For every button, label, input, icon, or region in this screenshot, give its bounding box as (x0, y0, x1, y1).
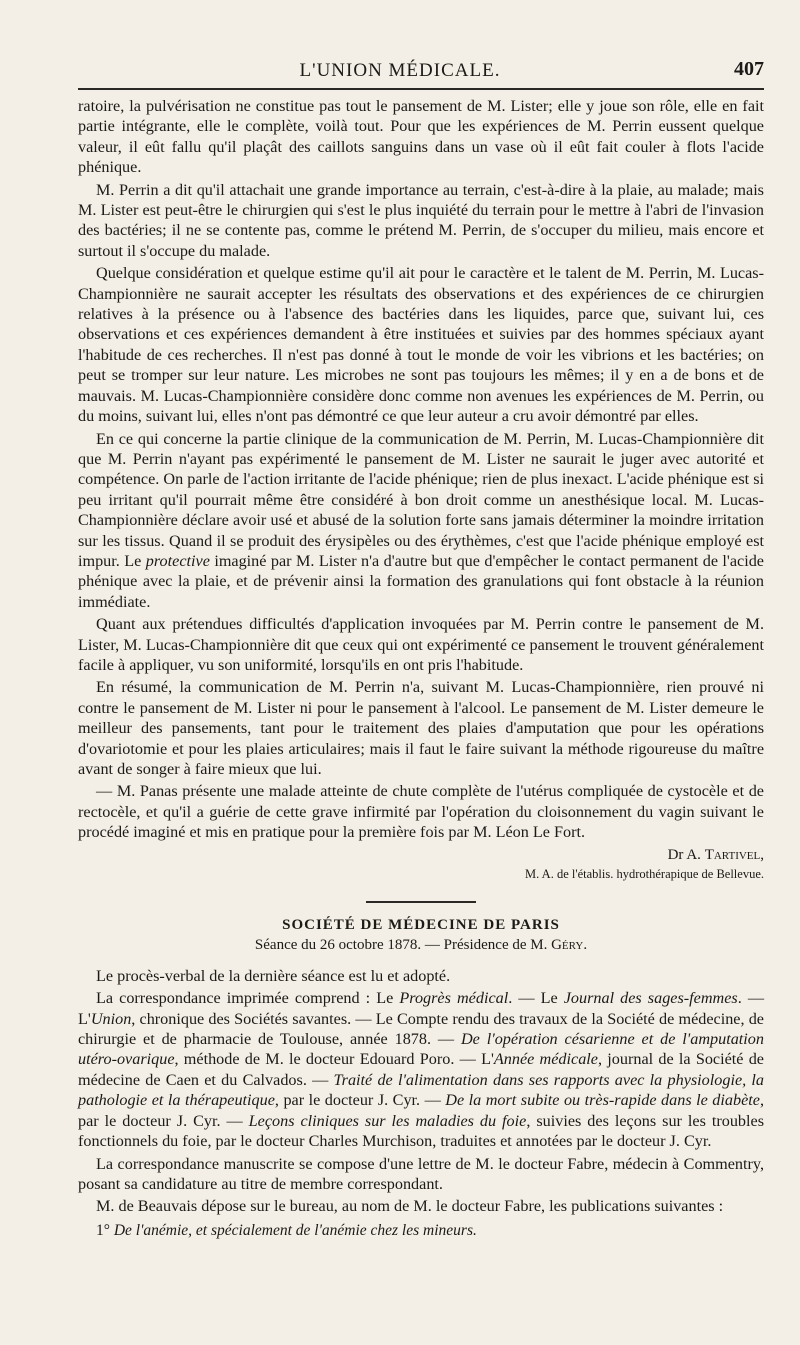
paragraph-text: , méthode de M. le docteur Edouard Poro. — L' (174, 1050, 494, 1069)
section-title: SOCIÉTÉ DE MÉDECINE DE PARIS (282, 917, 560, 934)
signature-block (78, 845, 764, 883)
header-rule (78, 88, 764, 90)
paragraph-text: , chronique des Sociétés savantes. — Le Compte rendu des travaux de la Société de médecine, de chirurgie et de pharmacie de Toulouse, année 1878. — (78, 1009, 764, 1049)
president-name: Géry (551, 937, 584, 954)
publication-title: Progrès médical (399, 989, 509, 1008)
paragraph-text: , journal de la Société de médecine de Caen et du Calvados. — (78, 1050, 764, 1089)
article-paragraph: Quant aux prétendues difficultés d'application invoquées par M. Perrin contre le pansement de M. Lister, M. Lucas-Championnière dit que ceux qui ont expérimenté ce pansement le trouvent généralement facile à appliquer, vu son uniformité, lorsqu'ils en ont pris l'habitude. (78, 615, 764, 674)
society-paragraph: Le procès-verbal de la dernière séance est lu et adopté. (96, 966, 451, 985)
publication-list-item (78, 1221, 764, 1241)
paragraph-text: , suivies des leçons sur les troubles fonctionnels du foie, par le docteur Charles Murchison, traduites et annotées par le docteur J. Cyr. (78, 1111, 764, 1151)
publication-title: De l'opération césarienne et de l'amputation utéro-ovarique (78, 1030, 764, 1069)
signature-affiliation: M. A. de l'établis. hydrothérapique de Bellevue. (525, 867, 764, 882)
article-paragraph (78, 429, 764, 613)
publication-title: Année médicale (493, 1050, 598, 1069)
paragraph-text: imaginé par M. Lister n'a d'autre but que d'empêcher le contact permanent de l'acide phénique avec la plaie, et de prévenir ainsi la formation des granulations qui font obstacle à la réunion immédiate. (78, 551, 764, 611)
article-paragraph: — M. Panas présente une malade atteinte de chute complète de l'utérus compliquée de cystocèle et de rectocèle, et qu'il a guérie de cette grave infirmité par l'opération du cloisonnement du vagin suivant le procédé imaginé et mis en pratique pour la première fois par M. Léon Le Fort. (78, 782, 764, 842)
signature-name (78, 845, 764, 865)
section-divider (366, 901, 476, 903)
publication-title: De l'anémie, et spécialement de l'anémie chez les mineurs. (113, 1221, 477, 1239)
session-prefix: Séance du 26 octobre 1878. — Présidence de M. (254, 937, 552, 954)
article-paragraph: M. Perrin a dit qu'il attachait une grande importance au terrain, c'est-à-dire à la plaie, au malade; mais M. Lister est peut-être le chirurgien qui s'est le plus inquiété du terrain pour le mettre à l'abri de l'invasion des bactéries; il ne se contente pas, comme le prétend M. Perrin, de s'occuper du milieu, mais encore et surtout il s'occupe du malade. (78, 180, 764, 260)
paragraph-text: , par le docteur J. Cyr. — (274, 1091, 446, 1110)
italic-term: protective (145, 551, 210, 570)
page-number: 407 (734, 58, 764, 80)
paragraph-text: La correspondance imprimée comprend : Le (96, 989, 400, 1008)
paragraph-text: . — Le (508, 989, 564, 1008)
paragraph-text: , par le docteur J. Cyr. — (78, 1091, 765, 1130)
publication-title: Journal des sages-femmes (563, 989, 738, 1008)
paragraph-text: En ce qui concerne la partie clinique de la communication de M. Perrin, M. Lucas-Championnière dit que M. Perrin n'ayant pas expérimenté le pansement de M. Lister ne saurait le juger avec autorité et compétence. On parle de l'action irritante de l'acide phénique; rien de plus inexact. L'acide phénique est si peu irritant qu'il pourrait même être considéré à bon droit comme un anesthésique local. M. Lucas-Championnière déclare avoir usé et abusé de la solution forte sans jamais déterminer la moindre irritation sur les tissus. Quand il se produit des érysipèles ou des érythèmes, c'est que l'acide phénique employé est impur. Le (78, 429, 764, 570)
running-header (0, 56, 800, 86)
signature-surname: Tartivel, (704, 846, 764, 863)
society-paragraph-correspondence (78, 988, 764, 1151)
list-number: 1° (96, 1221, 114, 1239)
publication-title: Union (90, 1009, 132, 1028)
signature-prefix: Dr A. (667, 846, 705, 863)
article-paragraph: En résumé, la communication de M. Perrin n'a, suivant M. Lucas-Championnière, rien prouvé ni contre le pansement de M. Lister ni pour le pansement à l'alcool. Le pansement de M. Lister demeure le meilleur des pansements, tant pour le traitement des plaies d'amputation que pour les opérations d'ovariotomie et pour les plaies articulaires; mais il faut le faire suivant la méthode rigoureuse du maître avant de songer à faire mieux que lui. (78, 678, 764, 778)
page-body (78, 96, 764, 1243)
paragraph-text: . — L' (78, 989, 765, 1028)
publication-title: Leçons cliniques sur les maladies du foie (248, 1111, 527, 1130)
society-paragraph: La correspondance manuscrite se compose d'une lettre de M. le docteur Fabre, médecin à Commentry, posant sa candidature au titre de membre correspondant. (78, 1154, 764, 1193)
session-line (78, 935, 764, 955)
article-paragraph: Quelque considération et quelque estime qu'il ait pour le caractère et le talent de M. Perrin, M. Lucas-Championnière ne saurait accepter les résultats des observations et des expériences de ce chirurgien relatives à la présence ou à l'absence des bactéries dans les liquides, parce que, suivant lui, ces observations et ces expériences demandent à être instituées et suivies par des hommes spéciaux ayant l'habitude de ces recherches. Il n'est pas donné à tout le monde de voir les vibrions et les bactéries; on peut se tromper sur leur nature. Les microbes ne sont pas toujours les mêmes; il y en a de bons et de mauvais. M. Lucas-Championnière considère donc comme non avenues les expériences de M. Perrin, ou du moins, suivant lui, elles n'ont pas démontré ce que leur auteur a cru avoir démontré par elles. (78, 264, 764, 426)
society-paragraph: M. de Beauvais dépose sur le bureau, au nom de M. le docteur Fabre, les publications suivantes : (96, 1197, 724, 1216)
article-paragraph: ratoire, la pulvérisation ne constitue pas tout le pansement de M. Lister; elle y joue son rôle, elle en fait partie intégrante, elle le complète, voilà tout. Pour que les expériences de M. Perrin eussent quelque valeur, il eût fallu qu'il plaçât des caillots sanguins dans un vase où il eût fait couler à flots l'acide phénique. (78, 97, 764, 177)
publication-title: Traité de l'alimentation dans ses rapports avec la physiologie, la pathologie et la thérapeutique (78, 1070, 764, 1110)
session-suffix: . (583, 937, 588, 954)
publication-title: De la mort subite ou très-rapide dans le diabète (445, 1091, 760, 1110)
journal-title: L'UNION MÉDICALE. (299, 60, 501, 81)
